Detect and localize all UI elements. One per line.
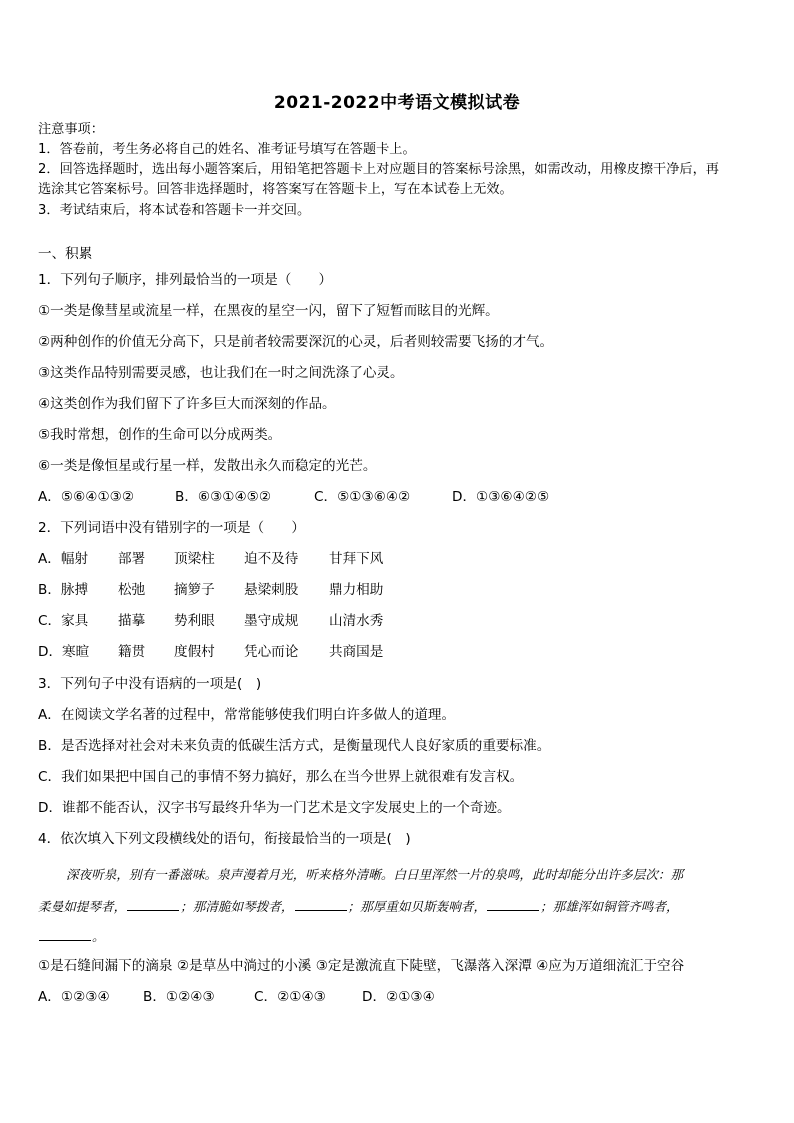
word: C．家具: [38, 613, 89, 629]
passage-segment: ；那清脆如琴拨者，: [180, 899, 294, 914]
passage-segment: ；那雄浑如铜管齐鸣者，: [540, 899, 679, 914]
q3-option-c[interactable]: C．我们如果把中国自己的事情不努力搞好，那么在当今世界上就很难有发言权。: [38, 769, 524, 785]
q1-option-a[interactable]: A．⑤⑥④①③②: [38, 489, 135, 505]
q1-option-d[interactable]: D．①③⑥④②⑤: [452, 489, 550, 505]
q1-sentence-4: ④这类创作为我们留下了许多巨大而深刻的作品。: [38, 396, 336, 412]
q3-option-b[interactable]: B．是否选择对社会对未来负责的低碳生活方式，是衡量现代人良好家质的重要标准。: [38, 738, 551, 754]
word: 墨守成规: [244, 613, 299, 629]
passage-segment: 柔曼如提琴者，: [38, 899, 127, 914]
answer-blank: [487, 898, 539, 911]
word: A．幅射: [38, 551, 89, 567]
word: 甘拜下风: [329, 551, 384, 567]
q4-choices: ①是石缝间漏下的滴泉 ②是草丛中淌过的小溪 ③定是激流直下陡壁，飞瀑落入深潭 ④应为万道细流汇于空谷: [38, 958, 685, 974]
answer-blank: [39, 928, 91, 941]
word: B．脉搏: [38, 582, 89, 598]
notice-item-3: 3．考试结束后，将本试卷和答题卡一并交回。: [38, 203, 311, 218]
q4-passage-line-1: 深夜听泉，别有一番滋味。泉声漫着月光，听来格外清晰。白日里浑然一片的泉鸣，此时却能分出许多层次：那: [66, 867, 684, 882]
word: 共商国是: [329, 644, 384, 660]
passage-end: 。: [92, 929, 105, 944]
word: 凭心而论: [244, 644, 299, 660]
q4-stem: 4．依次填入下列文段横线处的语句，衔接最恰当的一项是( ): [38, 831, 411, 847]
exam-title: 2021-2022中考语文模拟试卷: [273, 93, 521, 113]
q4-option-a[interactable]: A．①②③④: [38, 989, 110, 1005]
answer-blank: [127, 898, 179, 911]
word: 鼎力相助: [329, 582, 384, 598]
q3-option-a[interactable]: A．在阅读文学名著的过程中，常常能够使我们明白许多做人的道理。: [38, 707, 456, 723]
word: 籍贯: [118, 644, 146, 660]
section-heading: 一、积累: [38, 246, 93, 262]
notice-item-2-line-1: 2．回答选择题时，选出每小题答案后，用铅笔把答题卡上对应题目的答案标号涂黑，如需改动，用橡皮擦干净后，再: [38, 162, 719, 177]
word: 描摹: [118, 613, 146, 629]
q2-stem: 2．下列词语中没有错别字的一项是（ ）: [38, 520, 305, 536]
word: 迫不及待: [244, 551, 299, 567]
q1-option-b[interactable]: B．⑥③①④⑤②: [175, 489, 272, 505]
q1-sentence-5: ⑤我时常想，创作的生命可以分成两类。: [38, 427, 282, 443]
word: 摘箩子: [174, 582, 215, 598]
q1-sentence-1: ①一类是像彗星或流星一样，在黑夜的星空一闪，留下了短暂而眩目的光辉。: [38, 303, 499, 319]
q4-option-d[interactable]: D．②①③④: [362, 989, 435, 1005]
word: 悬梁刺股: [244, 582, 299, 598]
notice-item-2-line-2: 选涂其它答案标号。回答非选择题时，将答案写在答题卡上，写在本试卷上无效。: [38, 182, 513, 197]
answer-blank: [295, 898, 347, 911]
word: 势利眼: [174, 613, 215, 629]
word: 顶梁柱: [174, 551, 215, 567]
word: 部署: [118, 551, 146, 567]
word: 山清水秀: [329, 613, 384, 629]
notice-heading: 注意事项：: [38, 122, 104, 137]
q4-passage-line-3: [38, 926, 760, 945]
passage-segment: ；那厚重如贝斯轰响者，: [347, 899, 487, 914]
q4-option-c[interactable]: C．②①④③: [254, 989, 326, 1005]
word: 度假村: [174, 644, 215, 660]
q3-stem: 3．下列句子中没有语病的一项是( ): [38, 676, 262, 692]
q1-stem: 1．下列句子顺序，排列最恰当的一项是（ ）: [38, 272, 333, 288]
word: D．寒暄: [38, 644, 90, 660]
q3-option-d[interactable]: D．谁都不能否认，汉字书写最终升华为一门艺术是文字发展史上的一个奇迹。: [38, 800, 511, 816]
notice-item-1: 1．答卷前，考生务必将自己的姓名、准考证号填写在答题卡上。: [38, 142, 416, 157]
q1-sentence-3: ③这类作品特别需要灵感，也让我们在一时之间洗涤了心灵。: [38, 365, 404, 381]
q4-passage-line-2: [38, 896, 760, 915]
q4-option-b[interactable]: B．①②④③: [143, 989, 215, 1005]
word: 松弛: [118, 582, 146, 598]
q1-sentence-2: ②两种创作的价值无分高下，只是前者较需要深沉的心灵，后者则较需要飞扬的才气。: [38, 334, 554, 350]
q1-option-c[interactable]: C．⑤①③⑥④②: [314, 489, 411, 505]
q1-sentence-6: ⑥一类是像恒星或行星一样，发散出永久而稳定的光芒。: [38, 458, 377, 474]
